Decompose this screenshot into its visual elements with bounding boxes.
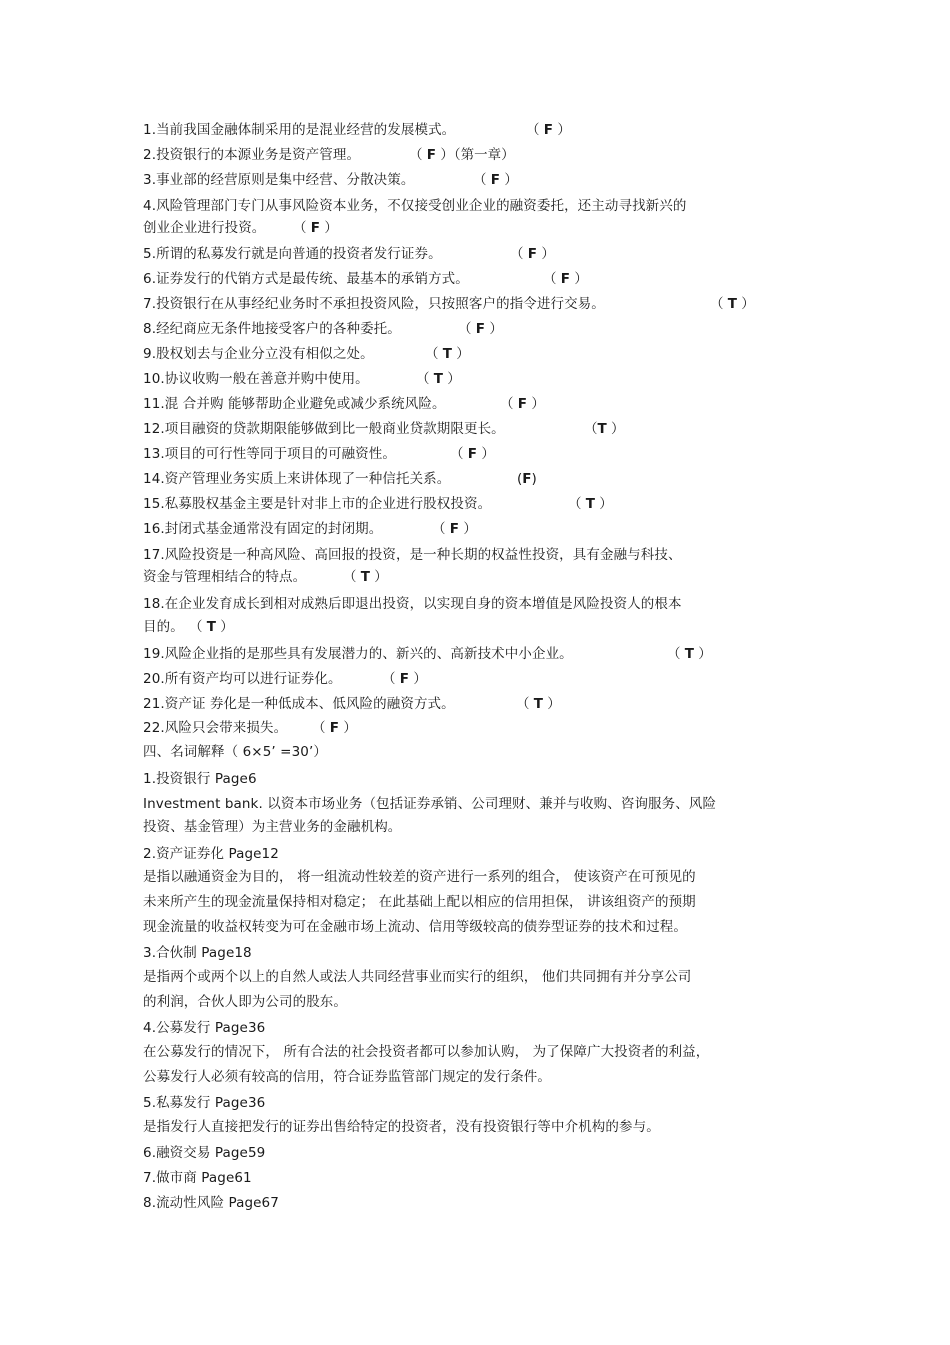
term-body-line: Investment bank. 以资本市场业务（包括证券承销、公司理财、兼并与收购、咨询服务、风险 <box>143 796 717 812</box>
tf-question: 17.风险投资是一种高风险、高回报的投资，是一种长期的权益性投资，具有金融与科技、 <box>143 547 682 563</box>
tf-item-11 <box>143 395 446 413</box>
term-head-5: 5.私募发行 Page36 <box>143 1095 266 1111</box>
tf-question: 目的。 <box>143 619 184 635</box>
tf-question: 11.混 合并购 能够帮助企业避免或减少系统风险。 <box>143 396 446 412</box>
answer-mark: T <box>727 296 738 312</box>
tf-question: 创业企业进行投资。 <box>143 220 266 236</box>
answer-mark: F <box>475 321 486 337</box>
tf-item-6 <box>143 270 469 288</box>
tf-item-4b <box>143 219 265 237</box>
tf-answer-7: （ T ） <box>710 296 755 312</box>
term-head-1: 1.投资银行 Page6 <box>143 771 257 787</box>
tf-answer-19: （ T ） <box>667 646 712 662</box>
tf-item-17a <box>143 546 682 564</box>
term-head-3: 3.合伙制 Page18 <box>143 945 252 961</box>
answer-mark: F <box>560 271 571 287</box>
tf-answer-1: （ F ） <box>526 122 571 138</box>
tf-item-5 <box>143 245 442 263</box>
tf-question: 18.在企业发育成长到相对成熟后即退出投资，以实现自身的资本增值是风险投资人的根本 <box>143 596 682 612</box>
term-body-line: 未来所产生的现金流量保持相对稳定； 在此基础上配以相应的信用担保， 讲该组资产的预期 <box>143 894 696 910</box>
tf-answer-18: （ T ） <box>189 619 234 635</box>
answer-mark: T <box>684 646 695 662</box>
tf-answer-5: （ F ） <box>510 246 555 262</box>
tf-question: 6.证券发行的代销方式是最传统、最基本的承销方式。 <box>143 271 469 287</box>
answer-mark: F <box>522 471 532 487</box>
answer-mark: F <box>527 246 538 262</box>
tf-item-19 <box>143 645 573 663</box>
tf-question: 21.资产证 券化是一种低成本、低风险的融资方式。 <box>143 696 455 712</box>
answer-mark: T <box>597 421 607 437</box>
tf-item-13 <box>143 445 396 463</box>
answer-mark: F <box>329 720 340 736</box>
term-body-line: 在公募发行的情况下， 所有合法的社会投资者都可以参加认购， 为了保障广大投资者的利益， <box>143 1044 710 1060</box>
tf-answer-3: （ F ） <box>473 172 518 188</box>
tf-answer-13: （ F ） <box>450 446 495 462</box>
answer-mark: F <box>467 446 478 462</box>
tf-answer-4: （ F ） <box>293 220 338 236</box>
tf-question: 7.投资银行在从事经纪业务时不承担投资风险，只按照客户的指令进行交易。 <box>143 296 605 312</box>
answer-mark: F <box>517 396 528 412</box>
term-head-4: 4.公募发行 Page36 <box>143 1020 266 1036</box>
tf-answer-2: （ F ）（第一章） <box>409 147 515 163</box>
tf-question: 16.封闭式基金通常没有固定的封闭期。 <box>143 521 383 537</box>
tf-answer-15: （ T ） <box>568 496 613 512</box>
term-body-line: 公募发行人必须有较高的信用，符合证券监管部门规定的发行条件。 <box>143 1069 551 1085</box>
term-body-line: 是指发行人直接把发行的证券出售给特定的投资者，没有投资银行等中介机构的参与。 <box>143 1119 660 1135</box>
tf-question: 22.风险只会带来损失。 <box>143 720 288 736</box>
tf-answer-10: （ T ） <box>416 371 461 387</box>
tf-question: 9.股权划去与企业分立没有相似之处。 <box>143 346 374 362</box>
tf-question: 14.资产管理业务实质上来讲体现了一种信托关系。 <box>143 471 451 487</box>
tf-question: 1.当前我国金融体制采用的是混业经营的发展模式。 <box>143 122 456 138</box>
tf-answer-8: （ F ） <box>458 321 503 337</box>
answer-mark: F <box>490 172 501 188</box>
tf-question: 20.所有资产均可以进行证券化。 <box>143 671 342 687</box>
tf-question: 资金与管理相结合的特点。 <box>143 569 307 585</box>
term-head-8: 8.流动性风险 Page67 <box>143 1195 279 1211</box>
answer-mark: F <box>449 521 460 537</box>
tf-answer-9: （ T ） <box>425 346 470 362</box>
tf-item-15 <box>143 495 491 513</box>
answer-mark: F <box>543 122 554 138</box>
section-title: 四、名词解释（ 6×5’ =30’） <box>143 744 327 760</box>
tf-item-14 <box>143 470 450 488</box>
tf-answer-14: (F) <box>517 471 537 487</box>
tf-question: 10.协议收购一般在善意并购中使用。 <box>143 371 369 387</box>
tf-item-17b <box>143 568 306 586</box>
tf-question: 2.投资银行的本源业务是资产管理。 <box>143 147 361 163</box>
tf-answer-22: （ F ） <box>312 720 357 736</box>
tf-question: 15.私募股权基金主要是针对非上市的企业进行股权投资。 <box>143 496 492 512</box>
tf-answer-6: （ F ） <box>543 271 588 287</box>
term-body-line: 投资、基金管理）为主营业务的金融机构。 <box>143 819 402 835</box>
tf-item-9 <box>143 345 374 363</box>
answer-mark: T <box>206 619 217 635</box>
answer-mark: T <box>442 346 453 362</box>
tf-item-8 <box>143 320 401 338</box>
answer-mark: T <box>585 496 596 512</box>
term-head-7: 7.做市商 Page61 <box>143 1170 252 1186</box>
chapter-note: （第一章） <box>453 147 515 163</box>
tf-item-12 <box>143 420 505 438</box>
tf-item-21 <box>143 695 455 713</box>
tf-item-10 <box>143 370 369 388</box>
tf-item-22 <box>143 719 287 737</box>
answer-mark: T <box>533 696 544 712</box>
answer-mark: T <box>360 569 371 585</box>
tf-question: 8.经纪商应无条件地接受客户的各种委托。 <box>143 321 401 337</box>
tf-answer-16: （ F ） <box>432 521 477 537</box>
answer-mark: F <box>426 147 437 163</box>
tf-item-1 <box>143 121 455 139</box>
tf-answer-20: （ F ） <box>382 671 427 687</box>
tf-question: 4.风险管理部门专门从事风险资本业务，不仅接受创业企业的融资委托，还主动寻找新兴的 <box>143 198 687 214</box>
term-body-line: 的利润，合伙人即为公司的股东。 <box>143 994 347 1010</box>
answer-mark: F <box>399 671 410 687</box>
term-body-line: 是指两个或两个以上的自然人或法人共同经营事业而实行的组织， 他们共同拥有并分享公司 <box>143 969 692 985</box>
tf-answer-21: （ T ） <box>516 696 561 712</box>
tf-question: 13.项目的可行性等同于项目的可融资性。 <box>143 446 396 462</box>
tf-item-16 <box>143 520 382 538</box>
answer-mark: F <box>310 220 321 236</box>
tf-item-18a <box>143 595 682 613</box>
tf-question: 3.事业部的经营原则是集中经营、分散决策。 <box>143 172 415 188</box>
tf-answer-12: （T ） <box>584 421 625 437</box>
tf-item-18b <box>143 618 184 636</box>
tf-item-4a <box>143 197 686 215</box>
term-head-2: 2.资产证券化 Page12 <box>143 846 279 862</box>
tf-item-7 <box>143 295 605 313</box>
term-body-line: 是指以融通资金为目的， 将一组流动性较差的资产进行一系列的组合， 使该资产在可预见的 <box>143 869 696 885</box>
tf-question: 12.项目融资的贷款期限能够做到比一般商业贷款期限更长。 <box>143 421 505 437</box>
tf-question: 19.风险企业指的是那些具有发展潜力的、新兴的、高新技术中小企业。 <box>143 646 573 662</box>
term-body-line: 现金流量的收益权转变为可在金融市场上流动、信用等级较高的债券型证券的技术和过程。 <box>143 919 687 935</box>
tf-item-20 <box>143 670 342 688</box>
tf-question: 5.所谓的私募发行就是向普通的投资者发行证券。 <box>143 246 442 262</box>
tf-answer-11: （ F ） <box>500 396 545 412</box>
tf-answer-17: （ T ） <box>343 569 388 585</box>
answer-mark: T <box>433 371 444 387</box>
term-head-6: 6.融资交易 Page59 <box>143 1145 266 1161</box>
tf-item-2 <box>143 146 360 164</box>
tf-item-3 <box>143 171 414 189</box>
